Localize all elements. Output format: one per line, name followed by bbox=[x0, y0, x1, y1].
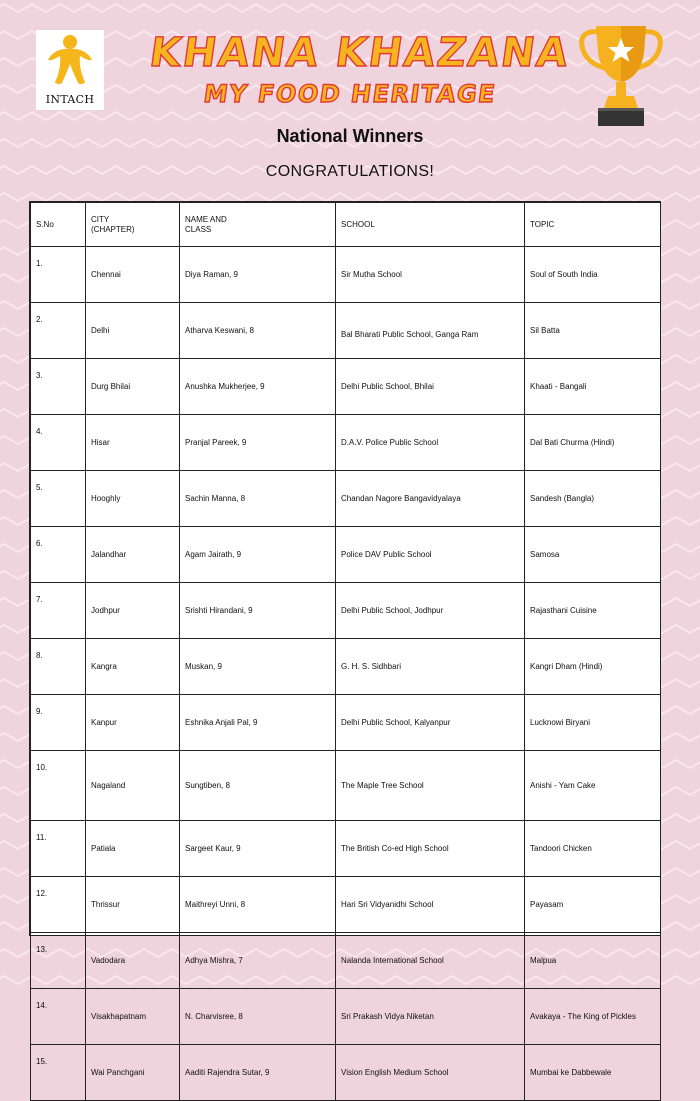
table-row bbox=[31, 821, 661, 877]
cell-name: Atharva Keswani, 8 bbox=[180, 303, 336, 359]
cell-sno: 10. bbox=[31, 751, 86, 821]
header-city bbox=[86, 203, 180, 247]
intach-logo bbox=[36, 30, 104, 110]
cell-name: Aaditi Rajendra Sutar, 9 bbox=[180, 1045, 336, 1101]
cell-city: Hisar bbox=[86, 415, 180, 471]
cell-topic: Dal Bati Churma (Hindi) bbox=[525, 415, 661, 471]
cell-school: Chandan Nagore Bangavidyalaya bbox=[336, 471, 525, 527]
header-name-class bbox=[180, 203, 336, 247]
cell-name: Sachin Manna, 8 bbox=[180, 471, 336, 527]
intach-figure-icon bbox=[46, 34, 94, 90]
cell-sno: 7. bbox=[31, 583, 86, 639]
cell-sno: 5. bbox=[31, 471, 86, 527]
cell-school: Hari Sri Vidyanidhi School bbox=[336, 877, 525, 933]
table-row bbox=[31, 359, 661, 415]
cell-name: Eshnika Anjali Pal, 9 bbox=[180, 695, 336, 751]
cell-city: Hooghly bbox=[86, 471, 180, 527]
cell-topic: Lucknowi Biryani bbox=[525, 695, 661, 751]
cell-city: Delhi bbox=[86, 303, 180, 359]
cell-topic: Khaati - Bangali bbox=[525, 359, 661, 415]
table-header-row bbox=[31, 203, 661, 247]
cell-topic: Soul of South India bbox=[525, 247, 661, 303]
page-title: KHANA KHAZANA bbox=[146, 30, 573, 76]
zigzag-line bbox=[0, 193, 700, 201]
table-row bbox=[31, 877, 661, 933]
trophy-icon bbox=[578, 22, 664, 130]
cell-city: Vadodara bbox=[86, 933, 180, 989]
cell-topic: Sil Batta bbox=[525, 303, 661, 359]
cell-school: Sri Prakash Vidya Niketan bbox=[336, 989, 525, 1045]
page-subtitle: MY FOOD HERITAGE bbox=[201, 80, 499, 108]
cell-topic: Anishi - Yam Cake bbox=[525, 751, 661, 821]
cell-topic: Samosa bbox=[525, 527, 661, 583]
table-row bbox=[31, 639, 661, 695]
cell-topic: Rajasthani Cuisine bbox=[525, 583, 661, 639]
cell-sno: 11. bbox=[31, 821, 86, 877]
cell-sno: 13. bbox=[31, 933, 86, 989]
cell-school: Delhi Public School, Kalyanpur bbox=[336, 695, 525, 751]
zigzag-line bbox=[0, 4, 700, 12]
winners-table bbox=[30, 202, 661, 1101]
cell-name: Anushka Mukherjee, 9 bbox=[180, 359, 336, 415]
cell-topic: Avakaya - The King of Pickles bbox=[525, 989, 661, 1045]
cell-city: Thrissur bbox=[86, 877, 180, 933]
cell-school: G. H. S. Sidhbari bbox=[336, 639, 525, 695]
cell-school: The Maple Tree School bbox=[336, 751, 525, 821]
cell-topic: Mumbai ke Dabbewale bbox=[525, 1045, 661, 1101]
cell-city: Kanpur bbox=[86, 695, 180, 751]
cell-name: Agam Jairath, 9 bbox=[180, 527, 336, 583]
cell-topic: Tandoori Chicken bbox=[525, 821, 661, 877]
cell-school: Sir Mutha School bbox=[336, 247, 525, 303]
cell-topic: Sandesh (Bangla) bbox=[525, 471, 661, 527]
cell-city: Wai Panchgani bbox=[86, 1045, 180, 1101]
cell-sno: 3. bbox=[31, 359, 86, 415]
cell-school bbox=[336, 303, 525, 359]
cell-name: Sargeet Kaur, 9 bbox=[180, 821, 336, 877]
cell-school: Police DAV Public School bbox=[336, 527, 525, 583]
cell-name: Sungtiben, 8 bbox=[180, 751, 336, 821]
cell-school: Nalanda International School bbox=[336, 933, 525, 989]
cell-city: Nagaland bbox=[86, 751, 180, 821]
cell-name: N. Charvisree, 8 bbox=[180, 989, 336, 1045]
cell-sno: 8. bbox=[31, 639, 86, 695]
cell-city: Patiala bbox=[86, 821, 180, 877]
table-row bbox=[31, 751, 661, 821]
cell-sno: 1. bbox=[31, 247, 86, 303]
cell-city: Jodhpur bbox=[86, 583, 180, 639]
header-sno: S.No bbox=[31, 203, 86, 247]
winners-table-container bbox=[29, 201, 661, 1077]
table-row bbox=[31, 471, 661, 527]
cell-sno: 6. bbox=[31, 527, 86, 583]
table-row bbox=[31, 1045, 661, 1101]
table-row bbox=[31, 527, 661, 583]
table-row bbox=[31, 415, 661, 471]
table-row bbox=[31, 933, 661, 989]
cell-city: Durg Bhilai bbox=[86, 359, 180, 415]
cell-city: Chennai bbox=[86, 247, 180, 303]
cell-name: Srishti Hirandani, 9 bbox=[180, 583, 336, 639]
cell-sno: 4. bbox=[31, 415, 86, 471]
section-heading: National Winners bbox=[276, 126, 424, 146]
header-school: SCHOOL bbox=[336, 203, 525, 247]
header-city-text: CITY (CHAPTER) bbox=[91, 214, 135, 234]
cell-school: Vision English Medium School bbox=[336, 1045, 525, 1101]
cell-topic: Malpua bbox=[525, 933, 661, 989]
cell-sno: 12. bbox=[31, 877, 86, 933]
cell-topic: Payasam bbox=[525, 877, 661, 933]
cell-name: Pranjal Pareek, 9 bbox=[180, 415, 336, 471]
cell-name: Muskan, 9 bbox=[180, 639, 336, 695]
table-row bbox=[31, 303, 661, 359]
cell-school: D.A.V. Police Public School bbox=[336, 415, 525, 471]
cell-school: Delhi Public School, Bhilai bbox=[336, 359, 525, 415]
cell-city: Jalandhar bbox=[86, 527, 180, 583]
cell-school: Delhi Public School, Jodhpur bbox=[336, 583, 525, 639]
header-topic: TOPIC bbox=[525, 203, 661, 247]
logo-text: INTACH bbox=[45, 93, 95, 106]
cell-school: The British Co-ed High School bbox=[336, 821, 525, 877]
cell-city: Kangra bbox=[86, 639, 180, 695]
cell-name: Maithreyi Unni, 8 bbox=[180, 877, 336, 933]
cell-school-text: Bal Bharati Public School, Ganga Ram bbox=[341, 330, 479, 339]
cell-sno: 15. bbox=[31, 1045, 86, 1101]
cell-sno: 14. bbox=[31, 989, 86, 1045]
header-name-text: NAME AND CLASS bbox=[185, 214, 227, 234]
cell-name: Diya Raman, 9 bbox=[180, 247, 336, 303]
table-row bbox=[31, 695, 661, 751]
table-row bbox=[31, 583, 661, 639]
cell-name: Adhya Mishra, 7 bbox=[180, 933, 336, 989]
table-row bbox=[31, 247, 661, 303]
congratulations-text: CONGRATULATIONS! bbox=[265, 163, 435, 180]
cell-sno: 9. bbox=[31, 695, 86, 751]
cell-sno: 2. bbox=[31, 303, 86, 359]
table-row bbox=[31, 989, 661, 1045]
cell-topic: Kangri Dham (Hindi) bbox=[525, 639, 661, 695]
cell-city: Visakhapatnam bbox=[86, 989, 180, 1045]
